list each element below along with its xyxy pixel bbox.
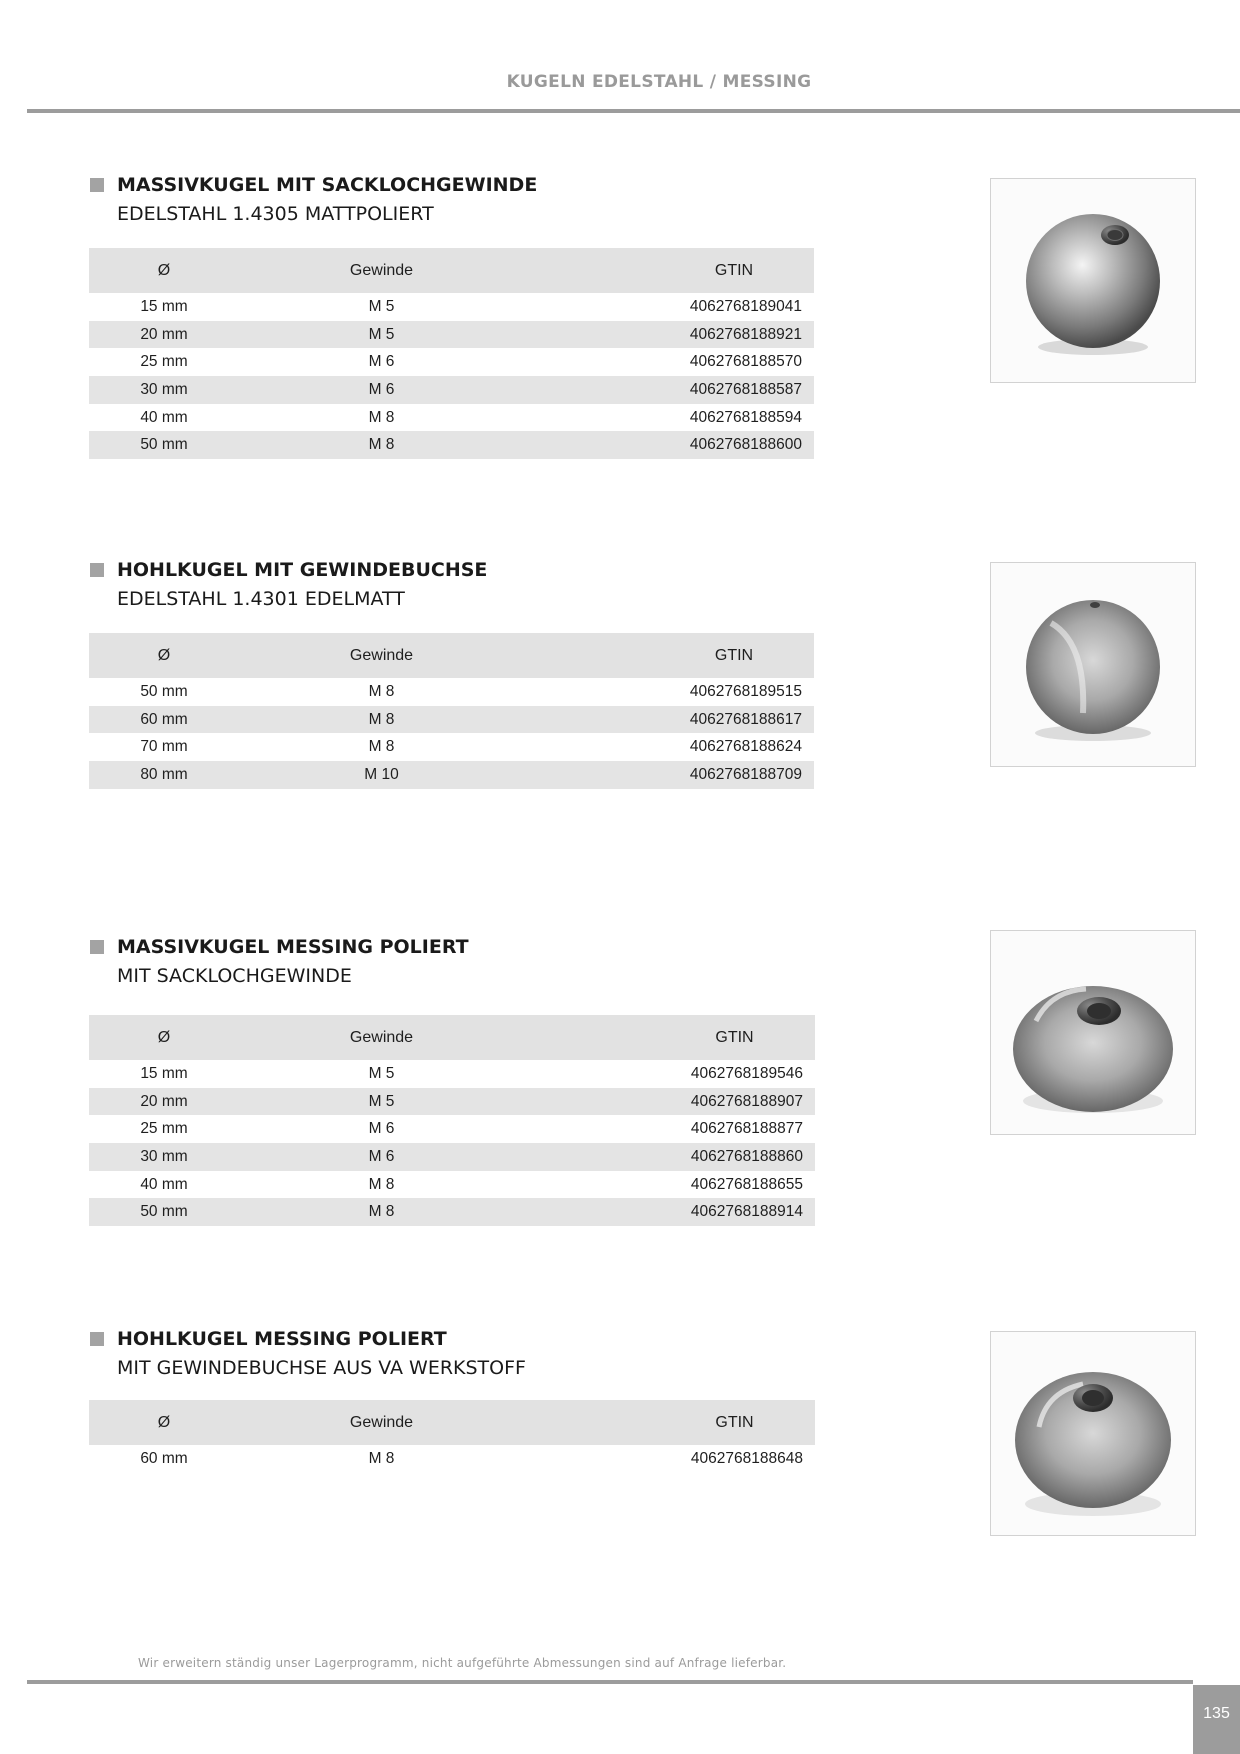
thread-cell: M 8 [239, 1198, 524, 1226]
section-bullet-icon [90, 178, 104, 192]
section-title: MASSIVKUGEL MESSING POLIERT [117, 936, 469, 958]
thread-cell: M 6 [239, 376, 524, 404]
diameter-cell: 25 mm [140, 1120, 188, 1138]
gtin-cell: 4062768189546 [690, 1064, 803, 1082]
thread-cell: M 6 [368, 1120, 395, 1138]
diameter-cell: 60 mm [89, 706, 239, 734]
gtin-cell: 4062768188587 [524, 376, 814, 404]
gtin-cell: 4062768188709 [524, 761, 814, 789]
thread-cell: M 5 [239, 321, 524, 349]
product-photo [990, 1331, 1196, 1536]
diameter-cell: 30 mm [89, 376, 239, 404]
thread-cell: M 8 [368, 408, 395, 426]
product-photo [990, 562, 1196, 767]
spec-table [89, 633, 814, 789]
diameter-cell: 25 mm [140, 353, 188, 371]
footer-divider [27, 1680, 1193, 1684]
table-row [89, 321, 814, 349]
section-subtitle: EDELSTAHL 1.4301 EDELMATT [117, 588, 405, 610]
gtin-cell: 4062768188907 [524, 1088, 815, 1116]
diameter-cell: 50 mm [140, 682, 188, 700]
page-number: 135 [1193, 1685, 1240, 1754]
table-row [89, 1171, 815, 1199]
section-bullet-icon [90, 563, 104, 577]
diameter-cell: 20 mm [89, 1088, 239, 1116]
thread-cell: M 8 [239, 431, 524, 459]
thread-cell: M 6 [368, 353, 395, 371]
product-photo [990, 178, 1196, 383]
column-header-gtin: GTIN [524, 633, 814, 678]
spec-table [89, 1015, 815, 1226]
diameter-cell: 50 mm [89, 1198, 239, 1226]
gtin-cell: 4062768188860 [524, 1143, 815, 1171]
gtin-cell: 4062768188600 [524, 431, 814, 459]
table-row [89, 678, 814, 706]
column-header-diameter: Ø [89, 1400, 239, 1445]
gtin-cell: 4062768188921 [524, 321, 814, 349]
section-title: HOHLKUGEL MESSING POLIERT [117, 1328, 447, 1350]
table-row [89, 1445, 815, 1473]
steel-ball-image [991, 179, 1195, 382]
footer-note: Wir erweitern ständig unser Lagerprogramm, nicht aufgeführte Abmessungen sind auf Anfrage lieferbar. [138, 1656, 787, 1670]
diameter-cell: 15 mm [140, 297, 188, 315]
table-row [89, 376, 814, 404]
gtin-cell: 4062768188617 [524, 706, 814, 734]
page-header-title: KUGELN EDELSTAHL / MESSING [506, 72, 812, 92]
column-header-thread: Gewinde [239, 633, 524, 678]
column-header-gtin: GTIN [524, 1400, 815, 1445]
column-header-diameter: Ø [89, 248, 239, 293]
table-row [89, 348, 814, 376]
thread-cell: M 5 [368, 1064, 395, 1082]
gtin-cell: 4062768188624 [689, 738, 802, 756]
table-row [89, 1060, 815, 1088]
column-header-gtin: GTIN [524, 248, 814, 293]
section-bullet-icon [90, 940, 104, 954]
diameter-cell: 20 mm [89, 321, 239, 349]
thread-cell: M 8 [368, 1175, 395, 1193]
gtin-cell: 4062768188648 [690, 1449, 803, 1467]
table-row [89, 1115, 815, 1143]
thread-cell: M 5 [239, 1088, 524, 1116]
table-row [89, 1198, 815, 1226]
gtin-cell: 4062768188594 [689, 408, 802, 426]
table-row [89, 431, 814, 459]
thread-cell: M 5 [368, 297, 395, 315]
diameter-cell: 40 mm [140, 1175, 188, 1193]
thread-cell: M 10 [239, 761, 524, 789]
column-header-gtin: GTIN [524, 1015, 815, 1060]
section-subtitle: MIT GEWINDEBUCHSE AUS VA WERKSTOFF [117, 1357, 526, 1379]
thread-cell: M 8 [368, 1449, 395, 1467]
thread-cell: M 6 [239, 1143, 524, 1171]
column-header-thread: Gewinde [239, 1400, 524, 1445]
section-bullet-icon [90, 1332, 104, 1346]
gtin-cell: 4062768188570 [689, 353, 802, 371]
table-row [89, 733, 814, 761]
column-header-diameter: Ø [89, 633, 239, 678]
spec-table [89, 1400, 815, 1473]
table-row [89, 761, 814, 789]
table-row [89, 1088, 815, 1116]
hollow-steel-ball-image [991, 563, 1195, 766]
section-subtitle: MIT SACKLOCHGEWINDE [117, 965, 352, 987]
column-header-thread: Gewinde [239, 248, 524, 293]
column-header-diameter: Ø [89, 1015, 239, 1060]
gtin-cell: 4062768188877 [690, 1120, 803, 1138]
diameter-cell: 60 mm [140, 1449, 188, 1467]
gtin-cell: 4062768188914 [524, 1198, 815, 1226]
brass-ball-image [991, 931, 1195, 1134]
thread-cell: M 8 [368, 682, 395, 700]
table-row [89, 706, 814, 734]
diameter-cell: 40 mm [140, 408, 188, 426]
column-header-thread: Gewinde [239, 1015, 524, 1060]
diameter-cell: 50 mm [89, 431, 239, 459]
product-photo [990, 930, 1196, 1135]
spec-table [89, 248, 814, 459]
brass-hollow-ball-image [991, 1332, 1195, 1535]
diameter-cell: 30 mm [89, 1143, 239, 1171]
diameter-cell: 70 mm [140, 738, 188, 756]
section-subtitle: EDELSTAHL 1.4305 MATTPOLIERT [117, 203, 434, 225]
gtin-cell: 4062768188655 [690, 1175, 803, 1193]
diameter-cell: 15 mm [140, 1064, 188, 1082]
table-row [89, 404, 814, 432]
table-row [89, 1143, 815, 1171]
gtin-cell: 4062768189041 [689, 297, 802, 315]
table-row [89, 293, 814, 321]
header-divider [27, 109, 1240, 113]
thread-cell: M 8 [239, 706, 524, 734]
section-title: MASSIVKUGEL MIT SACKLOCHGEWINDE [117, 174, 538, 196]
section-title: HOHLKUGEL MIT GEWINDEBUCHSE [117, 559, 488, 581]
thread-cell: M 8 [368, 738, 395, 756]
gtin-cell: 4062768189515 [689, 682, 802, 700]
diameter-cell: 80 mm [89, 761, 239, 789]
